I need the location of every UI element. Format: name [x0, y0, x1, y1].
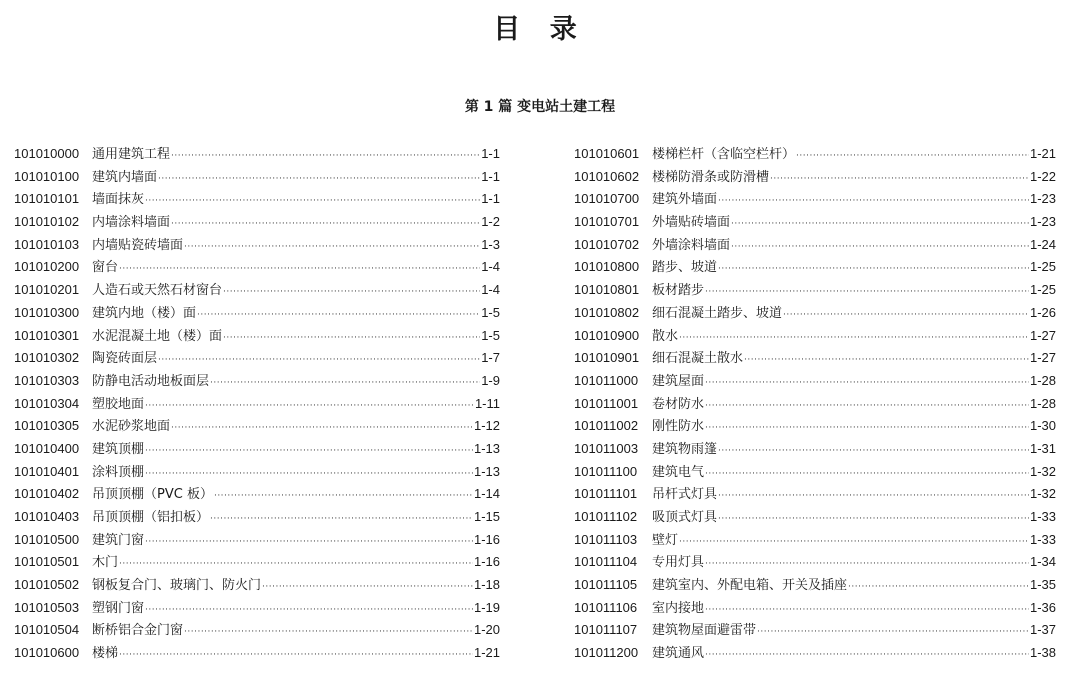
toc-entry-code: 101010101	[14, 191, 80, 207]
toc-entry-code: 101011100	[574, 463, 638, 479]
toc-entry[interactable]	[574, 166, 1056, 189]
toc-entry-title: 卷材防水	[652, 396, 705, 412]
toc-entry-code: 101011103	[574, 531, 638, 547]
toc-entry-code: 101010401	[14, 463, 80, 479]
toc-dot-leader	[705, 372, 1029, 395]
toc-entry-title: 建筑内地（楼）面	[92, 305, 197, 321]
toc-entry[interactable]	[574, 506, 1056, 529]
toc-entry-page: 1-22	[1029, 168, 1056, 184]
toc-entry-page: 1-16	[473, 554, 500, 570]
toc-dot-leader	[705, 417, 1029, 440]
toc-left-column	[14, 143, 500, 665]
toc-entry-title: 建筑屋面	[652, 373, 705, 389]
toc-entry-title: 吸顶式灯具	[652, 510, 718, 525]
toc-entry-page: 1-1	[481, 168, 500, 184]
toc-dot-leader	[171, 213, 480, 236]
toc-entry[interactable]	[574, 529, 1056, 552]
toc-entry[interactable]	[14, 234, 500, 257]
toc-dot-leader	[744, 349, 1029, 372]
toc-entry[interactable]	[574, 256, 1056, 279]
toc-dot-leader	[145, 599, 473, 622]
toc-entry-title: 细石混凝土散水	[652, 351, 744, 367]
toc-entry-code: 101010602	[574, 168, 640, 184]
toc-dot-leader	[705, 553, 1029, 576]
toc-entry-title: 专用灯具	[652, 555, 705, 571]
toc-entry[interactable]	[574, 619, 1056, 642]
toc-entry-title: 钢板复合门、玻璃门、防火门	[92, 578, 262, 594]
toc-entry-code: 101010801	[574, 282, 640, 298]
toc-entry[interactable]	[14, 302, 500, 325]
toc-dot-leader	[145, 395, 474, 418]
toc-entry-code: 101011104	[574, 554, 638, 570]
toc-dot-leader	[848, 576, 1029, 599]
toc-entry-code: 101010200	[14, 259, 80, 275]
toc-entry-code: 101010900	[574, 327, 640, 343]
toc-dot-leader	[158, 168, 480, 191]
toc-entry-title: 通用建筑工程	[92, 147, 171, 162]
toc-entry-title: 板材踏步	[652, 283, 705, 299]
toc-entry-page: 1-12	[473, 418, 500, 434]
toc-entry[interactable]	[14, 143, 500, 166]
toc-entry[interactable]	[14, 279, 500, 302]
toc-dot-leader	[145, 531, 473, 554]
toc-entry[interactable]	[14, 347, 500, 370]
toc-entry-page: 1-36	[1029, 599, 1056, 615]
toc-entry-page: 1-15	[473, 509, 500, 524]
toc-entry[interactable]	[574, 483, 1056, 506]
toc-entry-code: 101010103	[14, 236, 80, 252]
section-title: 第 1 篇 变电站土建工程	[464, 99, 616, 115]
toc-dot-leader	[171, 145, 480, 168]
toc-entry-page: 1-30	[1029, 418, 1056, 434]
toc-entry-code: 101010802	[574, 304, 640, 320]
toc-entry-page: 1-4	[481, 282, 500, 298]
toc-entry-code: 101010303	[14, 372, 80, 388]
toc-entry[interactable]	[574, 143, 1056, 166]
toc-entry-title: 墙面抹灰	[92, 192, 145, 208]
toc-entry-code: 101010000	[14, 146, 80, 161]
toc-entry-page: 1-4	[481, 259, 500, 275]
toc-entry-code: 101010402	[14, 486, 80, 502]
toc-dot-leader	[197, 304, 480, 327]
toc-entry-title: 楼梯防滑条或防滑槽	[652, 169, 770, 185]
toc-entry-page: 1-1	[481, 146, 500, 161]
toc-entry[interactable]	[574, 234, 1056, 257]
toc-entry-code: 101010300	[14, 304, 80, 320]
page-title: 目 录	[493, 14, 587, 45]
toc-entry-page: 1-34	[1029, 554, 1056, 570]
toc-entry-page: 1-16	[473, 531, 500, 547]
toc-entry-title: 外墙涂料墙面	[652, 237, 731, 253]
toc-entry[interactable]	[574, 597, 1056, 620]
toc-entry-code: 101011105	[574, 577, 638, 593]
toc-dot-leader	[210, 508, 473, 531]
toc-entry-page: 1-31	[1029, 440, 1056, 456]
toc-entry-page: 1-28	[1029, 395, 1056, 411]
toc-entry-code: 101011107	[574, 622, 638, 638]
toc-entry[interactable]	[574, 415, 1056, 438]
toc-dot-leader	[210, 372, 480, 395]
toc-entry-code: 101011200	[574, 645, 639, 661]
toc-entry-code: 101010100	[14, 168, 80, 184]
toc-dot-leader	[119, 258, 480, 281]
toc-entry[interactable]	[574, 461, 1056, 484]
toc-entry-page: 1-25	[1029, 282, 1056, 298]
toc-entry-title: 刚性防水	[652, 419, 705, 435]
toc-entry-page: 1-13	[473, 463, 500, 479]
toc-dot-leader	[119, 553, 473, 576]
toc-entry-page: 1-18	[473, 577, 500, 593]
toc-entry-code: 101010201	[14, 282, 80, 298]
toc-dot-leader	[705, 281, 1029, 304]
toc-entry-code: 101011000	[574, 372, 639, 388]
toc-entry-code: 101010304	[14, 395, 80, 411]
toc-entry[interactable]	[14, 483, 500, 506]
toc-dot-leader	[119, 644, 473, 667]
toc-entry-code: 101010702	[574, 236, 640, 252]
toc-entry[interactable]	[14, 211, 500, 234]
toc-entry-title: 木门	[92, 555, 119, 571]
toc-entry-page: 1-26	[1029, 304, 1056, 320]
toc-entry-code: 101010500	[14, 531, 80, 547]
toc-entry[interactable]	[574, 642, 1056, 665]
toc-dot-leader	[718, 508, 1029, 531]
toc-entry-page: 1-37	[1029, 622, 1056, 638]
toc-entry-title: 室内接地	[652, 600, 705, 616]
toc-entry-title: 窗台	[92, 260, 119, 276]
toc-entry-title: 吊杆式灯具	[652, 487, 718, 503]
toc-entry-page: 1-38	[1029, 645, 1056, 661]
toc-entry-title: 断桥铝合金门窗	[92, 623, 184, 639]
toc-dot-leader	[770, 168, 1029, 191]
toc-entry-title: 外墙贴砖墙面	[652, 215, 731, 231]
toc-entry-code: 101011003	[574, 440, 639, 456]
toc-entry-title: 建筑内墙面	[92, 169, 158, 185]
toc-entry[interactable]	[14, 642, 500, 665]
toc-entry-code: 101010701	[574, 214, 640, 230]
toc-entry-title: 楼梯栏杆（含临空栏杆）	[652, 147, 796, 162]
toc-entry-page: 1-11	[474, 395, 500, 411]
toc-entry-code: 101010302	[14, 350, 80, 366]
toc-entry-code: 101010102	[14, 214, 80, 230]
toc-entry-code: 101010901	[574, 350, 640, 366]
toc-entry-page: 1-19	[473, 599, 500, 615]
toc-dot-leader	[223, 281, 480, 304]
toc-entry-title: 内墙贴瓷砖墙面	[92, 237, 184, 253]
toc-entry-page: 1-25	[1029, 259, 1056, 275]
toc-entry[interactable]	[14, 370, 500, 393]
toc-entry-code: 101010403	[14, 509, 80, 524]
toc-entry-page: 1-3	[481, 236, 500, 252]
toc-entry[interactable]	[14, 166, 500, 189]
toc-entry[interactable]	[14, 393, 500, 416]
toc-entry[interactable]	[14, 506, 500, 529]
toc-entry-page: 1-1	[481, 191, 500, 207]
toc-dot-leader	[705, 395, 1029, 418]
toc-entry-page: 1-23	[1029, 191, 1056, 207]
toc-entry[interactable]	[14, 597, 500, 620]
toc-entry[interactable]	[14, 188, 500, 211]
toc-entry-code: 101010600	[14, 645, 80, 661]
toc-entry[interactable]	[14, 461, 500, 484]
toc-dot-leader	[214, 485, 473, 508]
toc-entry-code: 101011002	[574, 418, 639, 434]
toc-entry[interactable]	[14, 529, 500, 552]
toc-entry-title: 涂料顶棚	[92, 464, 145, 480]
toc-dot-leader	[731, 213, 1029, 236]
toc-dot-leader	[262, 576, 473, 599]
toc-entry-title: 散水	[652, 328, 679, 344]
toc-entry-title: 细石混凝土踏步、坡道	[652, 305, 783, 321]
toc-dot-leader	[184, 236, 480, 259]
toc-entry-code: 101010800	[574, 259, 640, 275]
toc-entry-title: 防静电活动地板面层	[92, 373, 210, 389]
toc-dot-leader	[718, 485, 1029, 508]
toc-entry-title: 吊顶顶棚（PVC 板）	[92, 487, 213, 503]
toc-entry-title: 塑胶地面	[92, 396, 145, 412]
toc-entry-page: 1-20	[473, 622, 500, 638]
toc-entry-code: 101010501	[14, 554, 80, 570]
toc-entry-code: 101010503	[14, 599, 80, 615]
toc-entry[interactable]	[14, 574, 500, 597]
toc-entry-page: 1-5	[481, 304, 500, 320]
toc-entry-code: 101010301	[14, 327, 80, 343]
toc-entry-title: 建筑室内、外配电箱、开关及插座	[652, 578, 848, 594]
toc-entry[interactable]	[574, 370, 1056, 393]
toc-entry[interactable]	[574, 393, 1056, 416]
toc-dot-leader	[145, 190, 480, 213]
toc-dot-leader	[171, 417, 473, 440]
toc-entry-page: 1-7	[481, 350, 500, 366]
toc-dot-leader	[705, 463, 1029, 486]
toc-dot-leader	[783, 304, 1029, 327]
toc-entry-title: 建筑门窗	[92, 532, 145, 548]
toc-entry[interactable]	[574, 325, 1056, 348]
toc-entry-page: 1-33	[1029, 531, 1056, 547]
toc-right-column	[574, 143, 1056, 665]
toc-entry[interactable]	[574, 302, 1056, 325]
toc-dot-leader	[679, 327, 1029, 350]
toc-entry-page: 1-35	[1029, 577, 1056, 593]
toc-entry-code: 101010504	[14, 622, 80, 638]
toc-entry-title: 塑钢门窗	[92, 600, 145, 616]
toc-entry-page: 1-27	[1029, 327, 1056, 343]
toc-dot-leader	[158, 349, 480, 372]
toc-entry[interactable]	[574, 211, 1056, 234]
toc-dot-leader	[705, 599, 1029, 622]
toc-entry-title: 建筑物屋面避雷带	[652, 623, 757, 639]
toc-entry-title: 建筑物雨篷	[652, 441, 718, 457]
toc-entry-code: 101011106	[574, 599, 638, 615]
toc-entry-code: 101010601	[574, 146, 640, 161]
toc-entry-page: 1-33	[1029, 509, 1056, 524]
toc-dot-leader	[145, 463, 473, 486]
toc-entry-page: 1-2	[481, 214, 500, 230]
toc-entry-title: 壁灯	[652, 532, 679, 548]
toc-entry[interactable]	[14, 415, 500, 438]
toc-entry[interactable]	[574, 347, 1056, 370]
toc-entry-title: 建筑电气	[652, 464, 705, 480]
toc-entry[interactable]	[574, 438, 1056, 461]
toc-dot-leader	[145, 440, 473, 463]
toc-entry-code: 101011102	[574, 509, 638, 524]
toc-entry-page: 1-9	[481, 372, 500, 388]
toc-entry[interactable]	[14, 325, 500, 348]
toc-entry-code: 101010700	[574, 191, 640, 207]
toc-dot-leader	[731, 236, 1029, 259]
toc-entry-page: 1-32	[1029, 463, 1056, 479]
toc-dot-leader	[796, 145, 1029, 168]
toc-dot-leader	[679, 531, 1029, 554]
toc-dot-leader	[705, 644, 1029, 667]
toc-entry[interactable]	[14, 256, 500, 279]
toc-dot-leader	[223, 327, 480, 350]
toc-entry-title: 建筑外墙面	[652, 192, 718, 208]
toc-entry-title: 水泥砂浆地面	[92, 419, 171, 435]
toc-entry[interactable]	[14, 619, 500, 642]
toc-entry-title: 吊顶顶棚（铝扣板）	[92, 510, 210, 525]
toc-entry-title: 楼梯	[92, 646, 119, 662]
toc-entry-code: 101010305	[14, 418, 80, 434]
toc-entry[interactable]	[14, 438, 500, 461]
toc-dot-leader	[718, 258, 1029, 281]
toc-entry-code: 101010502	[14, 577, 80, 593]
toc-dot-leader	[184, 621, 473, 644]
toc-entry-title: 人造石或天然石材窗台	[92, 283, 223, 299]
toc-entry[interactable]	[574, 574, 1056, 597]
toc-dot-leader	[718, 440, 1029, 463]
toc-dot-leader	[718, 190, 1029, 213]
toc-entry[interactable]	[574, 188, 1056, 211]
toc-entry-page: 1-14	[473, 486, 500, 502]
toc-entry-page: 1-21	[1029, 146, 1056, 161]
toc-entry-page: 1-24	[1029, 236, 1056, 252]
toc-entry-page: 1-13	[473, 440, 500, 456]
toc-entry-title: 陶瓷砖面层	[92, 351, 158, 367]
toc-entry-page: 1-32	[1029, 486, 1056, 502]
toc-entry[interactable]	[574, 551, 1056, 574]
toc-entry-page: 1-5	[481, 327, 500, 343]
toc-entry-title: 建筑顶棚	[92, 441, 145, 457]
toc-entry-page: 1-23	[1029, 214, 1056, 230]
toc-entry-title: 内墙涂料墙面	[92, 215, 171, 231]
toc-entry-page: 1-28	[1029, 372, 1056, 388]
toc-entry[interactable]	[574, 279, 1056, 302]
toc-entry-title: 踏步、坡道	[652, 260, 718, 276]
toc-entry-page: 1-27	[1029, 350, 1056, 366]
toc-dot-leader	[757, 621, 1029, 644]
toc-entry-page: 1-21	[473, 645, 500, 661]
toc-entry-code: 101011001	[574, 395, 639, 411]
toc-entry-code: 101010400	[14, 440, 80, 456]
toc-entry[interactable]	[14, 551, 500, 574]
toc-entry-title: 水泥混凝土地（楼）面	[92, 328, 223, 344]
toc-entry-code: 101011101	[574, 486, 638, 502]
toc-entry-title: 建筑通风	[652, 646, 705, 662]
